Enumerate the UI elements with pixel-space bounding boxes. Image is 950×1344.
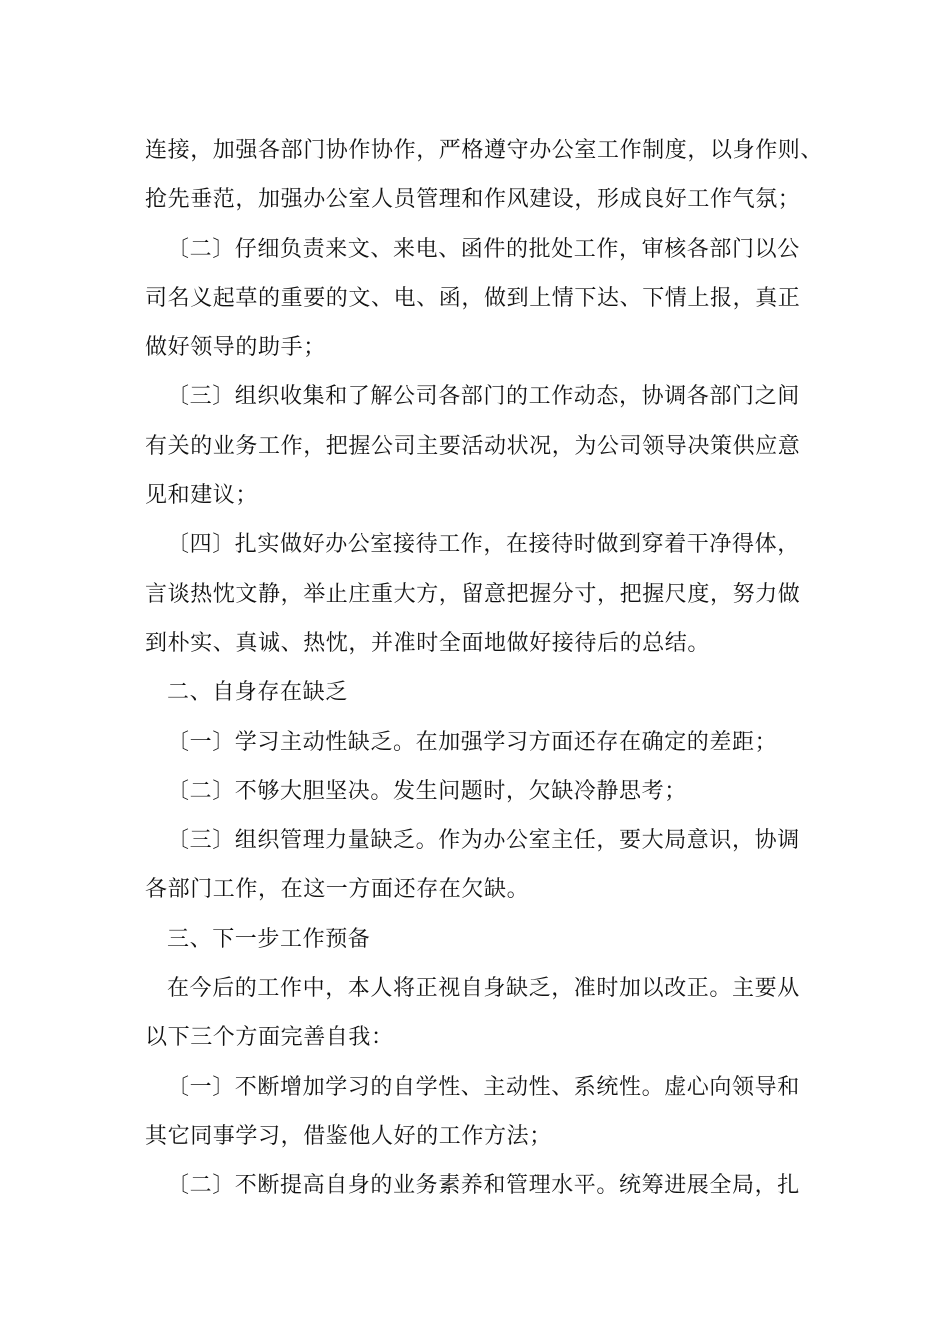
text-line: 〔二〕不断提高自身的业务素养和管理水平。统筹进展全局，扎	[167, 1173, 800, 1199]
document-body	[145, 126, 824, 1211]
text-line: 三、下一步工作预备	[167, 926, 371, 952]
text-line: 以下三个方面完善自我：	[145, 1025, 394, 1051]
text-line: 连接，加强各部门协作协作，严格遵守办公室工作制度，以身作则、	[145, 138, 824, 163]
text-line: 〔四〕扎实做好办公室接待工作，在接待时做到穿着干净得体，	[167, 532, 800, 558]
text-line: 各部门工作，在这一方面还存在欠缺。	[145, 877, 530, 903]
text-line: 做好领导的助手；	[145, 335, 326, 361]
text-line: 言谈热忱文静，举止庄重大方，留意把握分寸，把握尺度，努力做	[145, 581, 801, 607]
text-line: 其它同事学习，借鉴他人好的工作方法；	[145, 1123, 552, 1149]
text-line: 抢先垂范，加强办公室人员管理和作风建设，形成良好工作气氛；	[145, 187, 801, 213]
text-line: 〔一〕学习主动性缺乏。在加强学习方面还存在确定的差距；	[167, 729, 778, 755]
text-line: 〔二〕不够大胆坚决。发生问题时，欠缺冷静思考；	[167, 778, 687, 804]
text-line: 二、自身存在缺乏	[167, 680, 348, 706]
text-line: 有关的业务工作，把握公司主要活动状况，为公司领导决策供应意	[145, 433, 801, 459]
text-line: 〔一〕不断增加学习的自学性、主动性、系统性。虚心向领导和	[167, 1074, 800, 1100]
text-line: 司名义起草的重要的文、电、函，做到上情下达、下情上报，真正	[145, 285, 801, 311]
text-line: 〔三〕组织收集和了解公司各部门的工作动态，协调各部门之间	[167, 384, 800, 410]
text-line: 在今后的工作中，本人将正视自身缺乏，准时加以改正。主要从	[167, 976, 800, 1002]
text-line: 见和建议；	[145, 483, 259, 509]
text-line: 〔三〕组织管理力量缺乏。作为办公室主任，要大局意识，协调	[167, 828, 800, 854]
text-line: 到朴实、真诚、热忱，并准时全面地做好接待后的总结。	[145, 630, 711, 656]
text-line: 〔二〕仔细负责来文、来电、函件的批处工作，审核各部门以公	[167, 236, 800, 262]
